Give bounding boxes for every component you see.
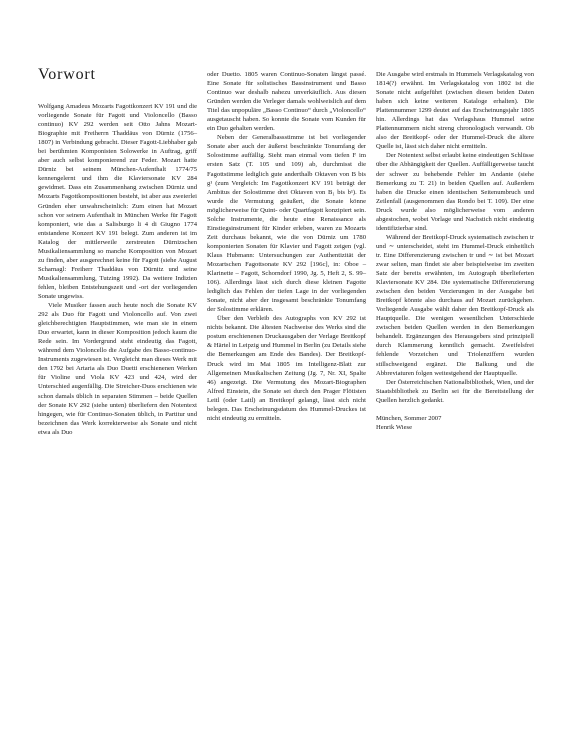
text-column-3	[376, 70, 534, 432]
paragraph: Neben der Generalbassstimme ist bei vorliegender Sonate aber auch der äußerst beschränkte Tonumfang der Solostimme auffällig. Sieht man einmal vom tiefen F im ersten Satz (T. 105 und 109) ab, durchmisst die Fagottstimme lediglich gute anderthalb Oktaven von B bis g¹ (zum Vergleich: Im Fagottkonzert KV 191 beträgt der Ambitus der Solostimme drei Oktaven von B₁ bis b¹). Es wurde die Vermutung geäußert, die Sonate könne möglicherweise für Quint- oder Quartfagott konzipiert sein. Solche Instrumente, die heute eine Renaissance als Einstiegsinstrument für Kinder erleben, waren zu Mozarts Zeit durchaus bekannt, wie die von Dürniz um 1780 komponierten Sonaten für Klavier und Fagott zeigen (vgl. Klaus Hubmann: Untersuchungen zur Authentizität der Mozartschen Fagottsonate KV 292 [196c], in: Oboe – Klarinette – Fagott, Schorndorf 1990, Jg. 5, Heft 2, S. 99–106). Allerdings lässt sich durch diese kleinen Fagotte lediglich das Fehlen der tiefen Lage in der vorliegenden Sonate, nicht aber der insgesamt beschränkte Tonumfang der Solostimme erklären.	[207, 134, 366, 314]
text-column-1	[38, 102, 197, 437]
paragraph: Wolfgang Amadeus Mozarts Fagottkonzert KV 191 und die vorliegende Sonate für Fagott und Violoncello (Basso continuo) KV 292 werden seit Otto Jahns Mozart-Biographie mit Freiherrn Thaddäus von Dürniz (1756–1807) in Verbindung gebracht. Dieser Fagott-Liebhaber gab bei berühmten Komponisten Solowerke in Auftrag, griff aber auch selbst komponierend zur Feder. Mozart hatte Dürniz bei seinem München-Aufenthalt 1774/75 kennengelernt und ihm die Klaviersonate KV 284 gewidmet. Dass ein Zusammenhang zwischen Dürniz und Mozarts Fagottkompositionen besteht, ist aber aus zweierlei Gründen eher unwahrscheinlich: Zum einen hat Mozart schon vor seinem Aufenthalt in München Werke für Fagott komponiert, wie das a Salisburgo li 4 di Giugno 1774 entstandene Konzert KV 191 belegt. Zum anderen ist im Katalog der mittlerweile zerstreuten Dürnizschen Musikaliensammlung so manche Komposition von Mozart zu finden, aber ausgerechnet keine für Fagott (siehe August Scharnagl: Freiherr Thaddäus von Dürnitz und seine Musikaliensammlung, Tutzing 1992). Da weitere Indizien fehlen, bleiben Entstehungszeit und -ort der vorliegenden Sonate ungewiss.	[38, 103, 197, 300]
paragraph: Während der Breitkopf-Druck systematisch zwischen tr und ∼ unterscheidet, steht im Hummel-Druck einheitlich tr. Eine Differenzierung zwischen tr und ∼ ist bei Mozart zwar selten, man findet sie aber beispielweise im zweiten Satz der bereits erwähnten, im Autograph überlieferten Klaviersonate KV 284. Die systematische Differenzierung zwischen den beiden Verzierungen in der Ausgabe bei Breitkopf könnte also durchaus auf Mozart zurückgehen. Vorliegende Ausgabe wählt daher den Breitkopf-Druck als Hauptquelle. Die wenigen wesentlichen Unterschiede zwischen beiden Quellen werden in den Bemerkungen behandelt. Ergänzungen des Herausgebers sind prinzipiell durch Klammerung kenntlich gemacht. Zweifelsfrei fehlende Vorzeichen und Triolenziffern wurden stillschweigend ergänzt. Die Balkung und die Abbreviaturen folgen weitestgehend der Hauptquelle.	[376, 233, 534, 377]
paragraph: Der Österreichischen Nationalbibliothek, Wien, und der Staatsbibliothek zu Berlin sei für die Bereitstellung der Quellen herzlich gedankt.	[376, 378, 534, 404]
text-column-2	[207, 70, 366, 423]
paragraph: Die Ausgabe wird erstmals in Hummels Verlagskatalog von 1814(?) erwähnt. Im Verlagskatalog von 1802 ist die Sonate nicht aufgeführt (zwischen diesen beiden Daten haben sich keine weiteren Kataloge erhalten). Die Plattennummer 1299 deutet auf das Erscheinungsjahr 1805 hin. Allerdings hat das Verlagshaus Hummel seine Plattennummern nicht streng chronologisch verwandt. Ob also der Breitkopf- oder der Hummel-Druck die ältere Quelle ist, lässt sich daher nicht ermitteln.	[376, 71, 534, 151]
paragraph: Über den Verbleib des Autographs von KV 292 ist nichts bekannt. Die ältesten Nachweise des Werks sind die postum erschienenen Druckausgaben der Verlage Breitkopf & Härtel in Leipzig und Hummel in Berlin (zu Details siehe die Bemerkungen am Ende des Bandes). Der Breitkopf-Druck wird im Mai 1805 im Intelligenz-Blatt zur Allgemeinen Musikalischen Zeitung (Jg. 7, Nr. XI, Spalte 46) angezeigt. Die Vermutung des Mozart-Biographen Alfred Einstein, die Sonate sei durch den Prager Flötisten Leitl (oder Laitl) an Breitkopf gelangt, lässt sich nicht belegen. Das Erscheinungsdatum des Hummel-Druckes ist nicht eindeutig zu ermitteln.	[207, 315, 366, 422]
signature-place-date: München, Sommer 2007	[376, 414, 442, 422]
paragraph: oder Duetto. 1805 waren Continuo-Sonaten längst passé. Eine Sonate für solistisches Bassinstrument und Basso Continuo war deshalb nahezu unverkäuflich. Aus diesen Gründen werden die Verleger damals wohlweislich auf dem Titel das unpopuläre „Basso Continuo“ durch „Violoncello“ ausgetauscht haben. So konnte die Sonate vom Kunden für ein Duo gehalten werden.	[207, 71, 366, 133]
paragraph: Viele Musiker fassen auch heute noch die Sonate KV 292 als Duo für Fagott und Violoncello auf. Von zwei gleichberechtigten Hauptstimmen, wie man sie in einem Duo erwartet, kann in dieser Komposition jedoch kaum die Rede sein. Im Vordergrund steht eindeutig das Fagott, während dem Violoncello die Aufgabe des Basso-continuo-Instruments zugewiesen ist. Vergleicht man dieses Werk mit den 1792 bei Artaria als Duo Duetti erschienenen Werken für Violine und Viola KV 423 und 424, wird der Unterschied augenfällig. Die Streicher-Duos erschienen wie schon damals üblich in separaten Stimmen – beide Quellen der Sonate KV 292 (siehe unten) überliefern den Notentext hingegen, wie für Continuo-Sonaten üblich, in Partitur und bezeichnen das Werk korrekterweise als Sonate und nicht etwa als Duo	[38, 302, 197, 436]
paragraph: Der Notentext selbst erlaubt keine eindeutigen Schlüsse über die Abhängigkeit der Quellen. Auffälligerweise taucht der schwer zu behebende Fehler im Andante (siehe Bemerkung zu T. 21) in beiden Quellen auf. Außerdem haben die Drucke einen identischen Seitenumbruch und Zeilenfall (ausgenommen das Rondo bei T. 109). Der eine Druck wurde also möglicherweise vom anderen abgestochen, wobei Vorlage und Nachstich nicht eindeutig identifizierbar sind.	[376, 152, 534, 232]
signature-author: Henrik Wiese	[376, 423, 413, 431]
page-title: Vorwort	[38, 66, 96, 83]
